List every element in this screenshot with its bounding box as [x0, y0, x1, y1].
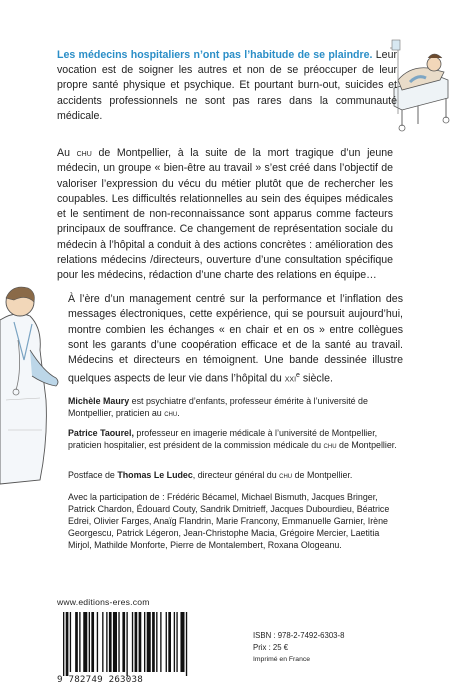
barcode-bar [186, 612, 187, 676]
author-bio-text: est psychiatre d’enfants, professeur émérite à l’université de Montpellier, praticien au [68, 396, 368, 418]
barcode-bar [66, 612, 69, 676]
price: Prix : 25 € [253, 643, 289, 652]
intro-paragraph [57, 48, 397, 124]
conclusion-end: siècle. [299, 373, 333, 386]
barcode-bar [180, 612, 184, 672]
barcode-bar [135, 612, 138, 672]
context-body: de Montpellier, à la suite de la mort tragique d’un jeune médecin, un groupe « bien-être au travail » s’est créé dans l’objectif de valoriser l’expression du vécu du métier plutôt que de rechercher les coupables. Les difficultés relationnelles au sein des équipes médicales et le sentiment de non-reconnaissance sont apparus comme facteurs principaux de souffrance. Ce changement de représentation sociale du médecin à l’hôpital a conduit à des actions concrètes : amélioration des relations médecins /directeurs, ouverture d’une consultation spécifique pour les médecins, rédaction d’une charte des relations en équipe… [57, 147, 393, 282]
author-bio-end: . [177, 408, 180, 418]
context-prefix: Au [57, 147, 77, 159]
barcode-bar [126, 612, 127, 676]
postface-text: , directeur général du [192, 470, 280, 480]
chu-abbrev: chu [323, 440, 337, 450]
barcode-bar [174, 612, 175, 672]
barcode-bar [91, 612, 94, 672]
barcode-bar [109, 612, 112, 672]
barcode-bar [168, 612, 171, 672]
publisher-website: www.editions-eres.com [57, 597, 150, 607]
barcode-bar [152, 612, 155, 672]
intro-body: Leur vocation est de soigner les autres et non de se préoccuper de leur propre santé physique et psychique. Et pourtant burn-out, suicides et accidents professionnels ne sont pas rares dans la communauté médicale. [57, 49, 397, 122]
chu-abbrev: chu [164, 408, 178, 418]
century-numeral: xxi [284, 373, 297, 386]
barcode-bar [132, 612, 133, 672]
barcode-bar [156, 612, 157, 672]
barcode-bar [113, 612, 117, 672]
conclusion-body: À l’ère d’un management centré sur la performance et l’inflation des messages électroniques, cette expérience, qui se poursuit aujourd’hui, montre combien les échanges « en chair et en os » entre collègues sont les garants d’une coopération efficace et de la santé au travail. Médecins et directeurs en témoignent. Une bande dessinée illustre quelques aspects de leur vie dans l’hôpital du [68, 293, 403, 386]
barcode-bar [139, 612, 142, 672]
author-bio-maury [68, 395, 403, 419]
author-name: Michèle Maury [68, 396, 130, 406]
hospital-bed-illustration [388, 18, 450, 136]
author-bio-text: professeur en imagerie médicale à l’université de Montpellier, praticien hospitalier, est président de la commission médicale du [68, 428, 378, 450]
barcode-bar [79, 612, 80, 672]
postface-credit [68, 469, 403, 481]
isbn-number: ISBN : 978-2-7492-6303-8 [253, 631, 345, 640]
postface-prefix: Postface de [68, 470, 118, 480]
lead-sentence: Les médecins hospitaliers n’ont pas l’habitude de se plaindre. [57, 49, 373, 61]
context-paragraph [57, 146, 393, 284]
author-bio-taourel [68, 427, 403, 451]
barcode-digits: 9 782749 263038 [57, 674, 143, 685]
barcode-bar [147, 612, 151, 672]
participants-list: Avec la participation de : Frédéric Bécamel, Michael Bismuth, Jacques Bringer, Patrick Chardon, Édouard Couty, Sandrik Dmitrieff, Jacques Dubourdieu, Béatrice Edrei, Olivier Farges, Anaïg Flandrin, Marie Francony, Emmanuelle Garnier, Irène Georgescu, Patrick Légeron, Jean-Christophe Macia, Grégoire Mercier, Laetitia Mirjol, Mathilde Monforte, Pierre de Montalembert, Roxana Ologeanu. [68, 492, 390, 550]
barcode-bar [89, 612, 90, 672]
barcode-bar [97, 612, 98, 672]
barcode-bar [144, 612, 145, 672]
doctor-illustration [0, 280, 62, 490]
barcode-bar [70, 612, 71, 672]
barcode-bar [160, 612, 161, 672]
postface-author: Thomas Le Ludec [117, 470, 193, 480]
barcode-bar [102, 612, 103, 672]
barcode-bar [75, 612, 78, 672]
barcode-bar [83, 612, 87, 672]
chu-abbrev: chu [279, 470, 293, 480]
author-bio-end: de Montpellier. [336, 440, 397, 450]
chu-abbrev: chu [76, 147, 92, 159]
barcode-bar [176, 612, 177, 672]
century-suffix: e [296, 372, 300, 380]
barcode-bar [106, 612, 107, 672]
printed-in: Imprimé en France [253, 656, 311, 663]
author-name: Patrice Taourel, [68, 428, 134, 438]
barcode-bar [122, 612, 125, 672]
postface-end: de Montpellier. [292, 470, 353, 480]
conclusion-paragraph [68, 292, 403, 387]
barcode-bar [63, 612, 64, 676]
barcode-bar [118, 612, 119, 672]
barcode-bar [166, 612, 167, 672]
